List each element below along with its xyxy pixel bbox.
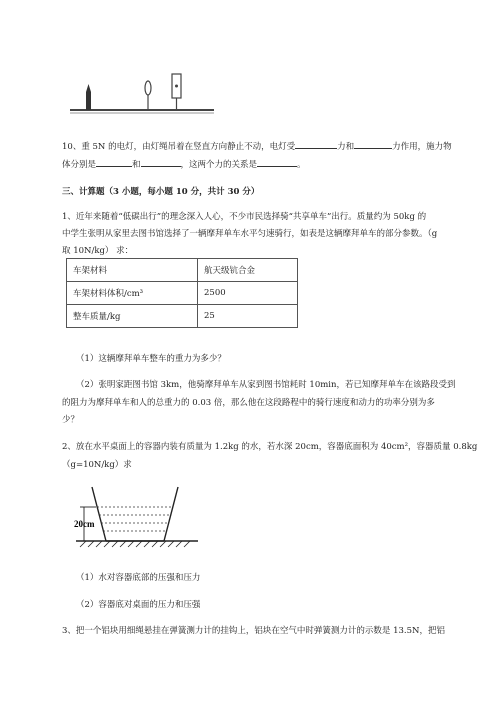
q10-line2: 体分别是 和 ，这两个力的关系是 。 xyxy=(62,157,306,170)
table-cell: 整车质量/kg xyxy=(67,305,198,328)
p1-line2: 中学生张明从家里去图书馆选择了一辆摩拜单车水平匀速骑行，如表是这辆摩拜单车的部分参数。（g xyxy=(62,229,438,239)
table-cell: 航天级钪合金 xyxy=(198,259,298,282)
p1-line3: 取 10N/kg） 求： xyxy=(62,246,134,256)
p1-sub2-line2: 的阻力为摩拜单车和人的总重力的 0.03 倍，那么他在这段路程中的骑行速度和动力的功率分别为多 xyxy=(62,398,435,408)
table-cell: 25 xyxy=(198,305,298,328)
container-left-wall xyxy=(92,487,106,541)
table-row xyxy=(67,282,298,305)
p2-line2: （g=10N/kg）求 xyxy=(62,460,132,470)
q10-line1: 10、重 5N 的电灯，由灯绳吊着在竖直方向静止不动，电灯受 力和 力作用，施力物 xyxy=(62,139,452,152)
ring-stand-icon xyxy=(145,81,151,110)
apparatus-figure xyxy=(68,70,218,120)
depth-label: 20cm xyxy=(74,519,95,529)
q10-blank-3[interactable] xyxy=(96,157,132,167)
bike-params-table xyxy=(66,258,298,328)
p2-sub1: （1）水对容器底部的压强和压力 xyxy=(76,573,201,583)
p1-sub2-line1: （2）张明家距图书馆 3km，他骑摩拜单车从家到图书馆耗时 10min，若已知摩拜单车在该路段受到 xyxy=(76,380,456,390)
table-cell: 2500 xyxy=(198,282,298,305)
table-cell: 车架材料 xyxy=(67,259,198,282)
table-row xyxy=(67,305,298,328)
water-lines xyxy=(97,507,173,531)
q10-blank-5[interactable] xyxy=(257,157,297,167)
p3-line1: 3、把一个铝块用细绳悬挂在弹簧测力计的挂钩上，铝块在空气中时弹簧测力计的示数是 13.5N，把铝 xyxy=(62,626,445,636)
q10-blank-4[interactable] xyxy=(141,157,181,167)
container-right-wall xyxy=(164,487,178,541)
lamp-icon xyxy=(86,84,91,110)
screen-stand-icon xyxy=(172,74,181,110)
table-cell: 车架材料体积/cm³ xyxy=(67,282,198,305)
q10-blank-2[interactable] xyxy=(354,139,392,149)
q10-blank-1[interactable] xyxy=(295,139,337,149)
p1-sub2-line3: 少？ xyxy=(62,415,80,425)
p2-sub2: （2）容器底对桌面的压力和压强 xyxy=(76,600,201,610)
section-title: 三、计算题（3 小题，每小题 10 分，共计 30 分） xyxy=(62,187,260,197)
container-figure xyxy=(72,483,202,553)
p1-sub1: （1）这辆摩拜单车整车的重力为多少？ xyxy=(76,354,226,364)
p2-line1: 2、放在水平桌面上的容器内装有质量为 1.2kg 的水，若水深 20cm，容器底面积为 40cm²，容器质量 0.8kg xyxy=(62,442,478,452)
table-row xyxy=(67,259,298,282)
table-hatch xyxy=(80,541,190,547)
p1-line1: 1、近年来随着“低碳出行”的理念深入人心，不少市民选择骑“共享单车”出行。质量约为 50kg 的 xyxy=(62,212,427,222)
